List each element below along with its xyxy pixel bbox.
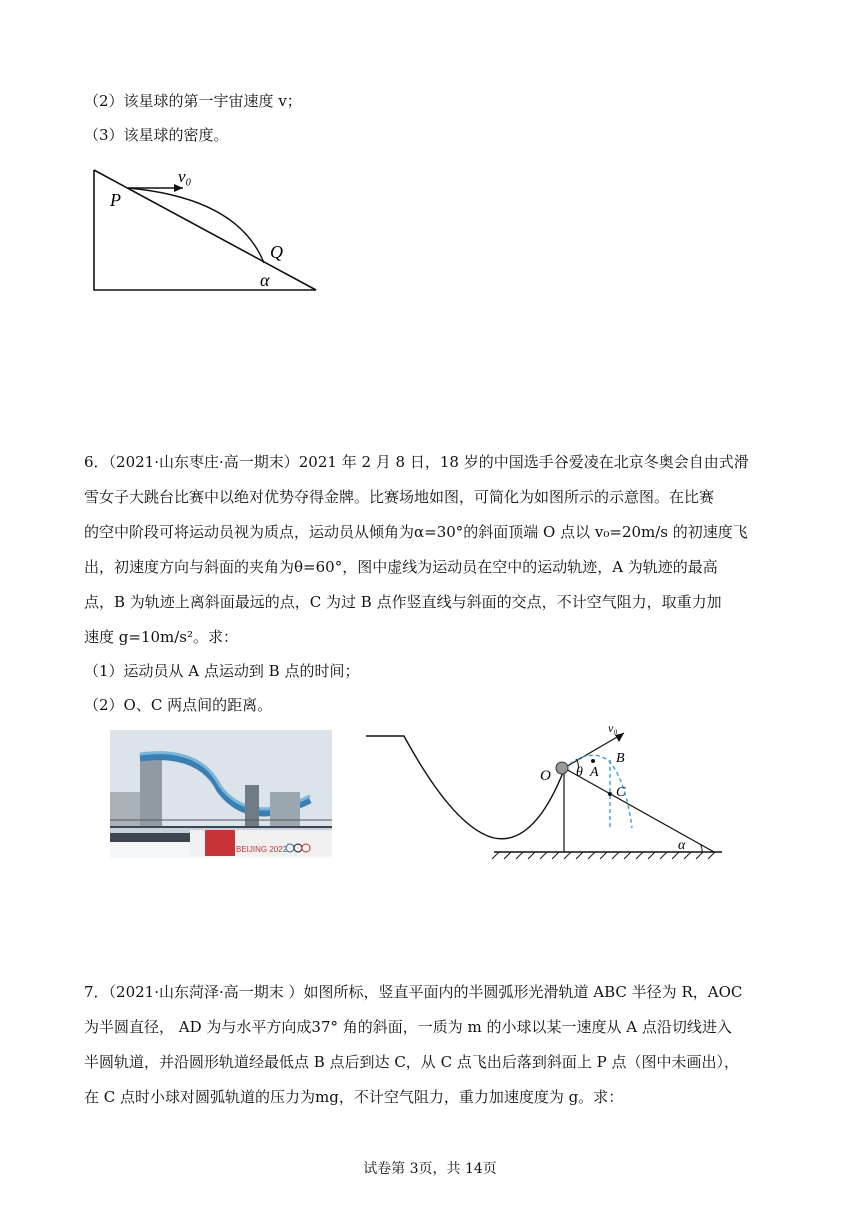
q6-line-5: 点，B 为轨迹上离斜面最远的点，C 为过 B 点作竖直线与斜面的交点，不计空气阻力，取重力加 [84,593,722,611]
label-theta: θ [576,765,583,780]
q6-line-2: 雪女子大跳台比赛中以绝对优势夺得金牌。比赛场地如图，可简化为如图所示的示意图。在比赛 [84,488,715,506]
photo-banner-text: BEIJING 2022 [236,845,288,854]
page-footer: 试卷第 3页，共 14页 [363,1161,497,1177]
q7-line-4: 在 C 点时小球对圆弧轨道的压力为mg，不计空气阻力，重力加速度度为 g。求： [84,1088,624,1106]
q6-line-3: 的空中阶段可将运动员视为质点，运动员从倾角为α=30°的斜面顶端 O 点以 v₀=20m/s 的初速度飞 [84,523,748,541]
q6-line-6: 速度 g=10m/s²。求： [84,628,239,646]
label-P: P [110,190,121,210]
label-alpha: α [260,270,270,290]
q7-line-3: 半圆轨道，并沿圆形轨道经最低点 B 点后到达 C，从 C 点飞出后落到斜面上 P 点（图中未画出）， [84,1053,739,1071]
label-v0: v₀ [178,167,192,186]
q6-item-2: （2）O、C 两点间的距离。 [84,696,273,714]
q5-incline-diagram [88,158,328,298]
label-v0: v₀ [608,721,618,735]
label-A: A [590,765,599,780]
label-C: C [616,785,626,800]
q7-line-2: 为半圆直径， AD 为与水平方向成37° 角的斜面，一质为 m 的小球以某一速度从 A 点沿切线进入 [84,1018,732,1036]
q6-line-4: 出，初速度方向与斜面的夹角为θ=60°，图中虚线为运动员在空中的运动轨迹，A 为轨迹的最高 [84,558,718,576]
label-alpha: α [678,838,686,853]
q5-item-2: （2）该星球的第一宇宙速度 v； [84,92,302,110]
q6-line-1: 6．（2021·山东枣庄·高一期末）2021 年 2 月 8 日，18 岁的中国选手谷爱凌在北京冬奥会自由式滑 [84,453,749,471]
athlete-ball [556,762,568,774]
q6-item-1: （1）运动员从 A 点运动到 B 点的时间； [84,662,360,680]
label-Q: Q [270,242,283,262]
q5-item-3: （3）该星球的密度。 [84,126,229,144]
label-O: O [540,768,551,784]
q7-line-1: 7．（2021·山东菏泽·高一期末 ）如图所标，竖直平面内的半圆弧形光滑轨道 ABC 半径为 R，AOC [84,983,743,1001]
v0-vector [564,733,624,768]
q6-ski-jump-diagram [364,718,726,860]
ski-jump-photo [110,730,332,858]
label-B: B [616,751,625,766]
